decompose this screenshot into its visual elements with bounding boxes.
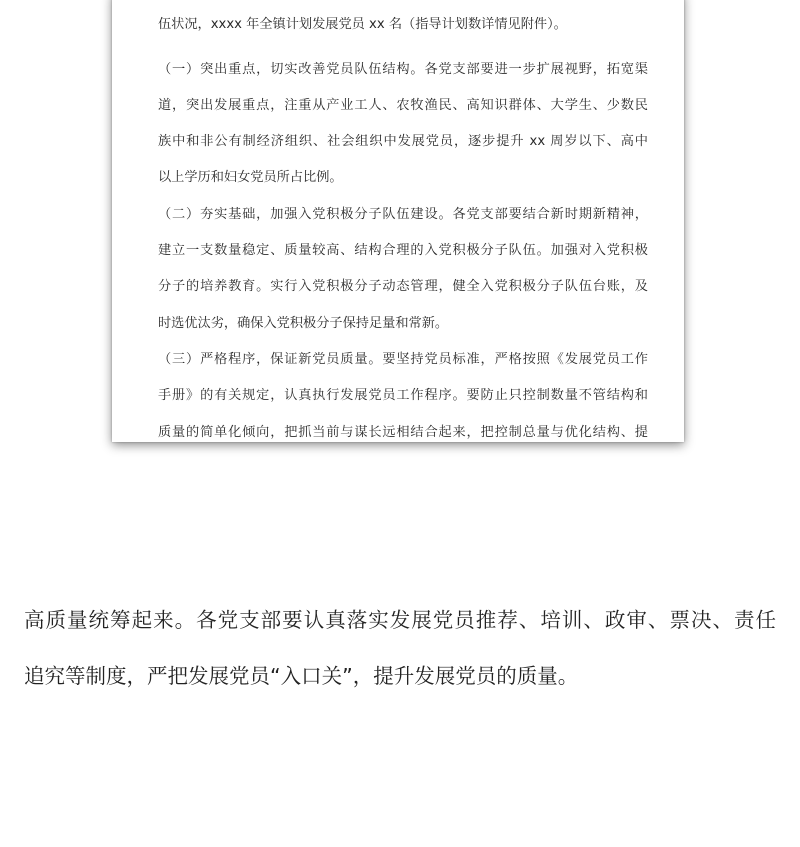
card-line-12: 手册》的有关规定，认真执行发展党员工作程序。要防止只控制数量不管结构和 [158, 388, 648, 403]
card-line-6: 以上学历和妇女党员所占比例。 [158, 170, 343, 185]
card-line-10: 时选优汰劣，确保入党积极分子保持足量和常新。 [158, 316, 449, 331]
document-page-preview [112, 0, 684, 442]
continuation-line-2: 追究等制度，严把发展党员“入口关”，提升发展党员的质量。 [24, 664, 579, 688]
card-line-11: （三）严格程序，保证新党员质量。要坚持党员标准，严格按照《发展党员工作 [158, 352, 648, 367]
card-line-2: 伍状况，xxxx 年全镇计划发展党员 xx 名（指导计划数详情见附件）。 [158, 17, 567, 32]
continuation-line-1: 高质量统筹起来。各党支部要认真落实发展党员推荐、培训、政审、票决、责任 [24, 608, 776, 632]
card-line-9: 分子的培养教育。实行入党积极分子动态管理，健全入党积极分子队伍台账，及 [158, 279, 648, 294]
card-line-7: （二）夯实基础，加强入党积极分子队伍建设。各党支部要结合新时期新精神， [158, 207, 648, 222]
card-line-8: 建立一支数量稳定、质量较高、结构合理的入党积极分子队伍。加强对入党积极 [158, 243, 648, 258]
card-line-4: 道，突出发展重点，注重从产业工人、农牧渔民、高知识群体、大学生、少数民 [158, 98, 648, 113]
card-line-3: （一）突出重点，切实改善党员队伍结构。各党支部要进一步扩展视野，拓宽渠 [158, 62, 648, 77]
card-line-13: 质量的简单化倾向，把抓当前与谋长远相结合起来，把控制总量与优化结构、提 [158, 425, 648, 440]
card-line-5: 族中和非公有制经济组织、社会组织中发展党员，逐步提升 xx 周岁以下、高中 [158, 134, 648, 149]
